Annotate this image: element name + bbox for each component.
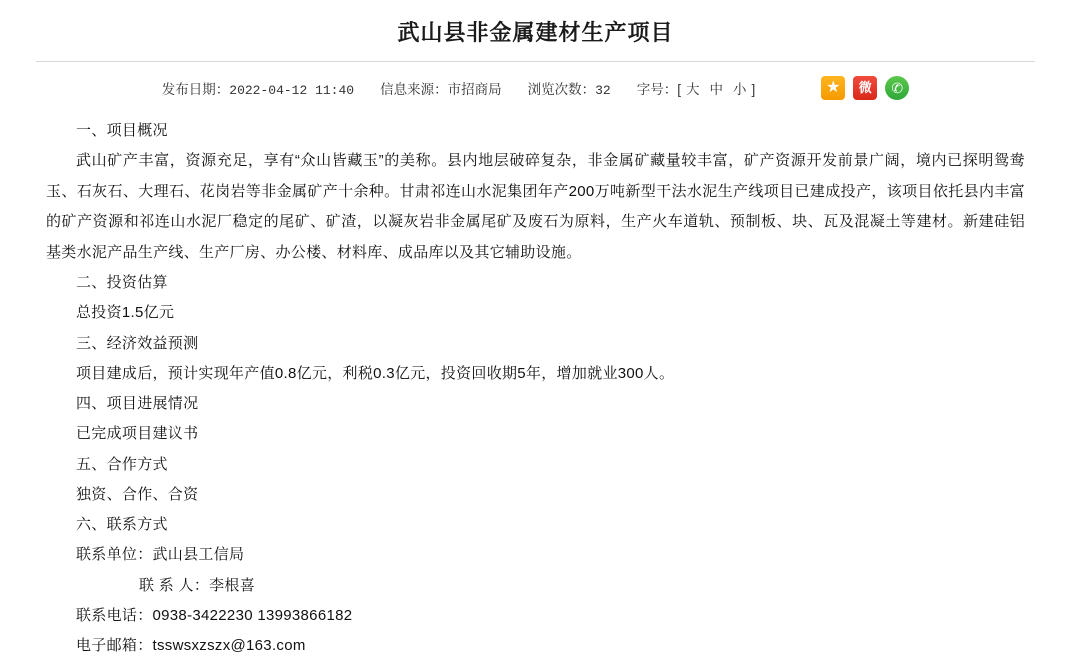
contact-organization: 联系单位：武山县工信局 <box>76 546 245 563</box>
source-value: 市招商局 <box>447 82 502 97</box>
bracket-open: [ <box>677 82 681 97</box>
section-paragraph: 武山矿产丰富，资源充足，享有“众山皆藏玉”的美称。县内地层破碎复杂，非金属矿藏量较丰富，矿产资源开发前景广阔，境内已探明鸳鸯玉、石灰石、大理石、花岗岩等非金属矿产十余种。甘肃祁连山水泥集团年产200万吨新型干法水泥生产线项目已建成投产，该项目依托县内丰富的矿产资源和祁连山水泥厂稳定的尾矿、矿渣，以凝灰岩非金属尾矿及废石为原料，生产火车道轨、预制板、块、瓦及混凝土等建材。新建硅铝基类水泥产品生产线、生产厂房、办公楼、材料库、成品库以及其它辅助设施。 <box>46 152 1025 261</box>
view-count <box>528 78 611 98</box>
section-heading: 一、项目概况 <box>76 122 168 139</box>
font-size-switcher <box>637 78 756 98</box>
section-heading: 六、联系方式 <box>76 516 168 533</box>
section-heading: 四、项目进展情况 <box>76 395 199 412</box>
section-paragraph: 总投资1.5亿元 <box>76 304 175 321</box>
publish-date-label: 发布日期： <box>161 82 230 97</box>
publish-date <box>162 78 354 98</box>
section-paragraph: 已完成项目建议书 <box>76 425 199 442</box>
wechat-icon[interactable] <box>885 76 909 100</box>
font-size-medium-button[interactable]: 中 <box>709 82 723 97</box>
star-glyph: ★ <box>826 79 841 96</box>
section-heading: 二、投资估算 <box>76 274 168 291</box>
source-label: 信息来源： <box>380 82 448 97</box>
bracket-close: ] <box>751 82 756 97</box>
contact-phone: 联系电话：0938-3422230 13993866182 <box>76 606 353 624</box>
page-title: 武山县非金属建材生产项目 <box>397 20 674 45</box>
star-favorite-icon[interactable] <box>821 76 845 100</box>
article-body <box>0 110 1071 662</box>
section-heading: 五、合作方式 <box>76 455 168 473</box>
section-heading: 三、经济效益预测 <box>76 334 199 352</box>
font-size-small-button[interactable]: 小 <box>732 82 747 97</box>
wechat-glyph: ✆ <box>891 80 904 96</box>
font-size-large-button[interactable]: 大 <box>685 82 700 97</box>
view-count-value: 32 <box>595 83 611 98</box>
contact-email: 电子邮箱：tsswsxzszx@163.com <box>76 637 306 654</box>
weibo-glyph: 微 <box>858 80 872 95</box>
source <box>380 78 502 98</box>
sina-weibo-icon[interactable] <box>853 76 877 100</box>
font-size-label: 字号： <box>636 82 678 97</box>
article-meta-bar <box>0 62 1071 110</box>
view-count-label: 浏览次数： <box>527 82 596 97</box>
publish-date-value: 2022-04-12 11:40 <box>229 83 355 98</box>
section-paragraph: 独资、合作、合资 <box>76 485 199 503</box>
share-icon-group <box>821 76 909 100</box>
contact-person: 联 系 人：李根喜 <box>139 576 256 594</box>
section-paragraph: 项目建成后，预计实现年产值0.8亿元，利税0.3亿元，投资回收期5年，增加就业300人。 <box>76 364 675 382</box>
